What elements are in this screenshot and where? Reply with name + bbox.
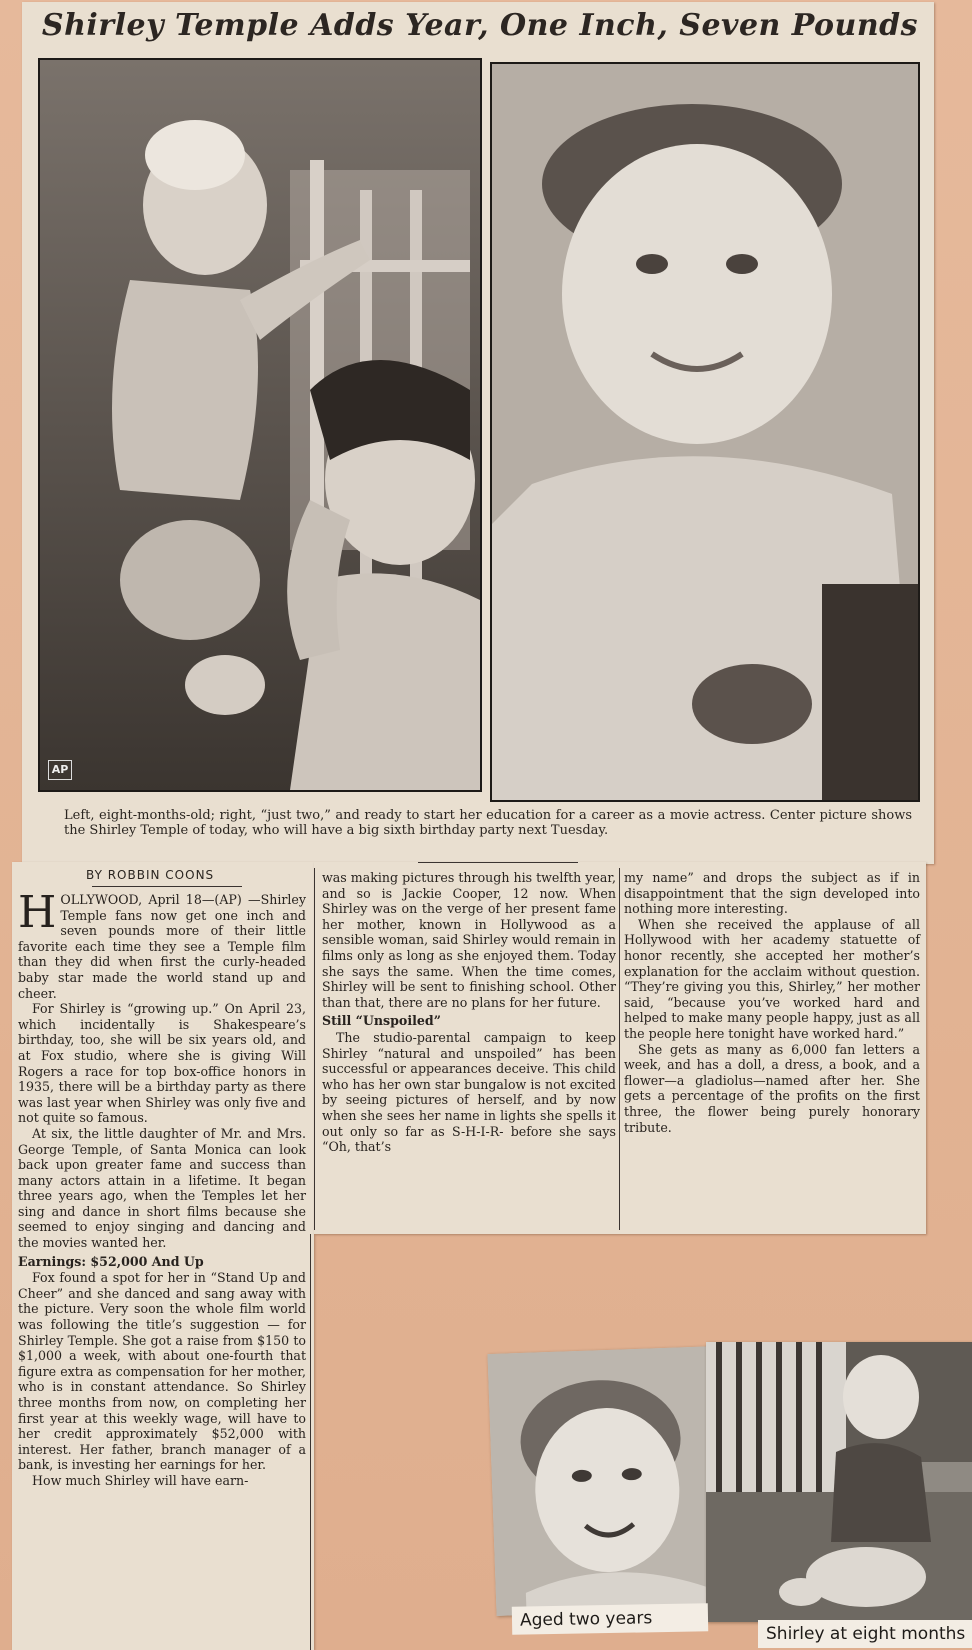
article-paragraph [18,887,306,1001]
article-column-3 [624,870,920,1135]
article-paragraph: For Shirley is “growing up.” On April 23, which incidentally is Shakespeare’s birthday, too, she will be six years old, and at Fox studio, where she is giving Will Rogers a race for top box-office honors in 1935, there will be a birthday party as there was last year when Shirley was only five and not quite so famous. [18,1001,306,1126]
photo-baby-and-girl [38,58,482,792]
photo-caption: Left, eight-months-old; right, “just two,” and ready to start her education for a career as a movie actress. Center picture shows the Shirley Temple of today, who will have a big sixth birthday party next Tuesday. [64,808,912,838]
photo-aged-two [487,1346,728,1616]
article-paragraph: Fox found a spot for her in “Stand Up and Cheer” and she danced and sang away with the picture. Very soon the whole film world was following the title’s suggestion — for Shirley Temple. She got a raise from $150 to $1,000 a week, with about one-fourth that figure extra as compensation for her mother, who is in constant attendance. So Shirley three months from now, on completing her first year at this weekly wage, will have to her credit approximately $52,000 with interest. Her father, branch manager of a bank, is investing her earnings for her. [18,1270,306,1473]
article-paragraph: was making pictures through his twelfth year, and so is Jackie Cooper, 12 now. When Shirley was on the verge of her present fame her mother, known in Hollywood as a sensible woman, said Shirley would remain in films only as long as she enjoyed them. Today she says the same. When the time comes, Shirley will be sent to finishing school. Other than that, there are no plans for her future. [322,870,616,1010]
column-rule-top [418,862,578,863]
article-text: OLLYWOOD, April 18—(AP) —Shirley Temple fans now get one inch and seven pounds more of their little favorite each time they see a Temple film than they did when first the curly-headed baby star made the world stand up and cheer. [18,892,306,1001]
subhead-earnings: Earnings: $52,000 And Up [18,1253,204,1269]
article-paragraph: my name” and drops the subject as if in disappointment that the sign developed into nothing more interesting. [624,870,920,917]
column-divider-1 [314,868,315,1230]
dropcap: H [18,887,57,938]
label-eight-months: Shirley at eight months [758,1620,972,1648]
photo-eight-months [706,1342,972,1622]
article-paragraph: When she received the applause of all Hollywood with her academy statuette of honor recently, she accepted her mother’s explanation for the acclaim without question. “They’re giving you this, Shirley,” her mother said, “because you’ve worked hard and helped to make many people happy, just as all the people here tonight have worked hard.” [624,916,920,1041]
byline: BY ROBBIN COONS [86,868,215,882]
headline: Shirley Temple Adds Year, One Inch, Seven Pounds [41,8,919,43]
label-aged-two-years: Aged two years [512,1603,708,1634]
column-divider-2 [619,868,620,1230]
ap-credit-logo: AP [48,760,72,780]
article-column-2 [322,870,616,1155]
article-paragraph: At six, the little daughter of Mr. and Mrs. George Temple, of Santa Monica can look back upon greater fame and success than many actors attain in a lifetime. It began three years ago, when the Temples let her sing and dance in short films because she seemed to enjoy singing and dancing and the movies wanted her. [18,1125,306,1251]
article-paragraph: How much Shirley will have earn- [32,1472,249,1488]
article-paragraph: She gets as many as 6,000 fan letters a week, and has a doll, a dress, a book, and a flower—a gladiolus—named after her. She gets a percentage of the profits on the first three, the flower being purely honorary tribute. [624,1041,920,1135]
article-paragraph: The studio-parental campaign to keep Shirley “natural and unspoiled” has been successful or appearances deceive. This child who has her own star bungalow is not excited by seeing pictures of herself, and by now when she sees her name in lights she spells it out only so far as S-H-I-R- before she says “Oh, that’s [322,1029,616,1155]
subhead-unspoiled: Still “Unspoiled” [322,1013,441,1029]
byline-rule [92,886,242,887]
column-edge [310,1234,311,1650]
article-column-1 [18,887,306,1489]
photo-toddler-closeup [490,62,920,802]
